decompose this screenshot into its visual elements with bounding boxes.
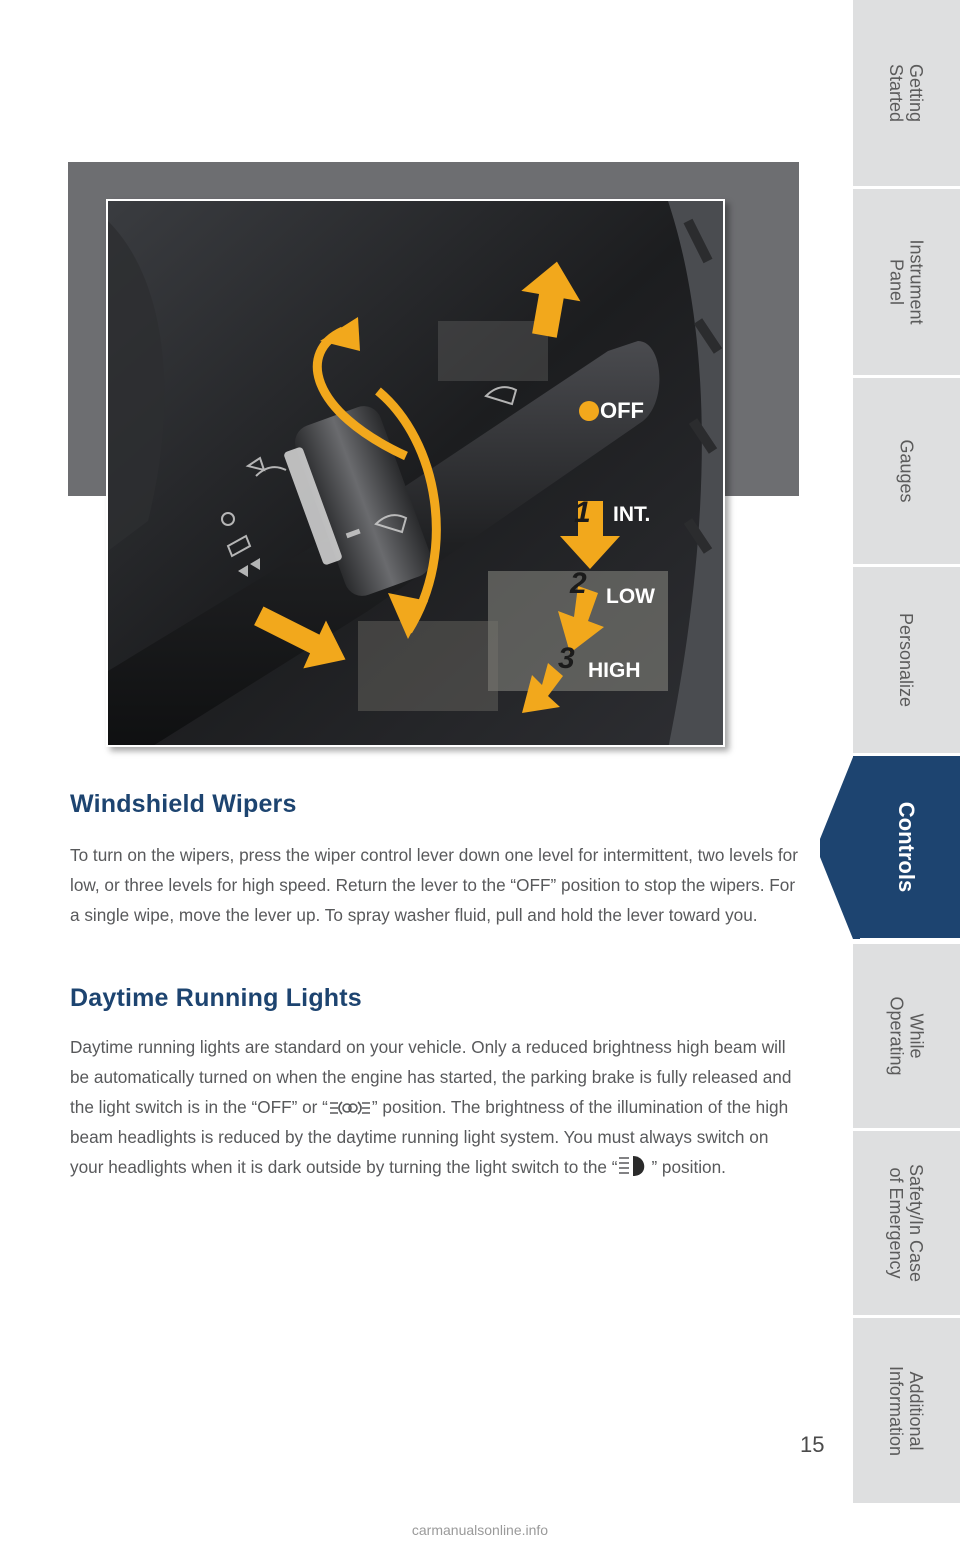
- watermark: carmanualsonline.info: [411, 1522, 549, 1538]
- step-number: 2: [570, 567, 587, 600]
- drl-body-part-2: ” position. The brightness of the illumination of the high beam headlights is reduced by the daytime running light system. You must always switch on your headlights when it is dark outside by turning the light switch to the “: [70, 1097, 789, 1177]
- tab-safety[interactable]: [853, 1131, 960, 1318]
- section-title-drl: Daytime Running Lights: [70, 984, 362, 1012]
- page-number: 15: [800, 1432, 825, 1457]
- tab-label: Personalize: [896, 612, 917, 708]
- drl-body: [70, 1032, 805, 1182]
- tab-additional-information[interactable]: [853, 1318, 960, 1506]
- tab-label: Instrument Panel: [886, 239, 927, 325]
- drl-body-part-1: Daytime running lights are standard on your vehicle. Only a reduced brightness high beam will be automatically turned on when the engine has started, the parking brake is fully released and the light switch is in the “OFF” or “: [70, 1037, 792, 1117]
- tab-label: Controls: [894, 801, 920, 893]
- section-title-wipers: Windshield Wipers: [70, 790, 297, 818]
- callout-high: HIGH: [588, 659, 641, 682]
- tab-label: Safety/In Case of Emergency: [886, 1163, 927, 1283]
- tab-instrument-panel[interactable]: [853, 189, 960, 378]
- active-tab-notch: [820, 757, 860, 939]
- tab-label: While Operating: [886, 996, 927, 1076]
- callout-off: OFF: [600, 398, 644, 423]
- tab-while-operating[interactable]: [853, 944, 960, 1131]
- tab-label: Gauges: [896, 439, 917, 503]
- drl-body-part-3: ” position.: [651, 1157, 726, 1177]
- tab-gauges[interactable]: [853, 378, 960, 567]
- side-tab-nav: [853, 0, 960, 1554]
- step-number: 1: [574, 496, 591, 529]
- tab-controls[interactable]: [853, 756, 960, 941]
- tab-label: Additional Information: [886, 1365, 927, 1456]
- callout-low: LOW: [606, 585, 655, 608]
- parking-lights-icon: [328, 1098, 372, 1118]
- tab-getting-started[interactable]: [853, 0, 960, 189]
- tab-personalize[interactable]: [853, 567, 960, 756]
- headlights-icon: [617, 1154, 651, 1178]
- step-number: 3: [558, 642, 575, 675]
- callout-int: INT.: [613, 503, 651, 526]
- tab-label: Getting Started: [886, 63, 927, 123]
- wipers-body: To turn on the wipers, press the wiper control lever down one level for intermittent, two levels for low, or three levels for high speed. Return the lever to the “OFF” position to stop the wipers. For a single wipe, move the lever up. To spray washer fluid, pull and hold the lever toward you.: [70, 845, 798, 925]
